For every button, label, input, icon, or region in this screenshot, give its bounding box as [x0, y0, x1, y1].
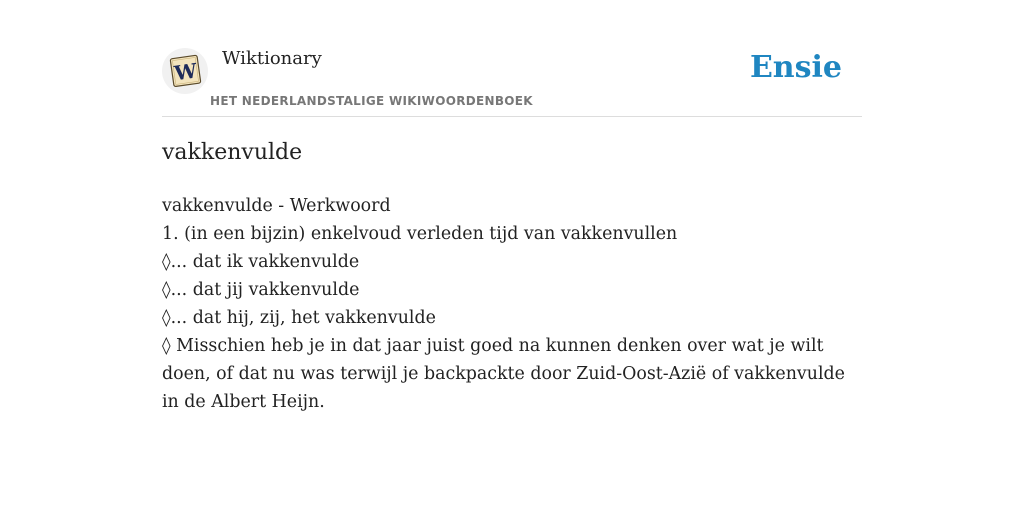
site-name[interactable]: Wiktionary: [222, 48, 322, 69]
logo-tile-graphic: [162, 48, 208, 94]
site-tagline: HET NEDERLANDSTALIGE WIKIWOORDENBOEK: [210, 94, 533, 108]
entry-heading-line: vakkenvulde - Werkwoord: [162, 196, 391, 216]
example-line: ◊... dat jij vakkenvulde: [162, 280, 360, 300]
site-header: [162, 44, 862, 117]
wiktionary-logo-icon[interactable]: [162, 48, 208, 94]
example-line: ◊... dat ik vakkenvulde: [162, 252, 360, 272]
example-line: ◊... dat hij, zij, het vakkenvulde: [162, 308, 436, 328]
example-sentence: ◊ Misschien heb je in dat jaar juist goed na kunnen denken over wat je wilt doen, of dat nu was terwijl je backpackte door Zuid-Oost-Azië of vakkenvulde in de Albert Heijn.: [162, 336, 845, 412]
entry-definition: 1. (in een bijzin) enkelvoud verleden tijd van vakkenvullen: [162, 224, 678, 244]
entry-content: [162, 192, 862, 416]
entry-title: vakkenvulde: [162, 140, 303, 165]
logo-letter: W: [172, 58, 199, 86]
ensie-brand-link[interactable]: Ensie: [749, 50, 842, 85]
